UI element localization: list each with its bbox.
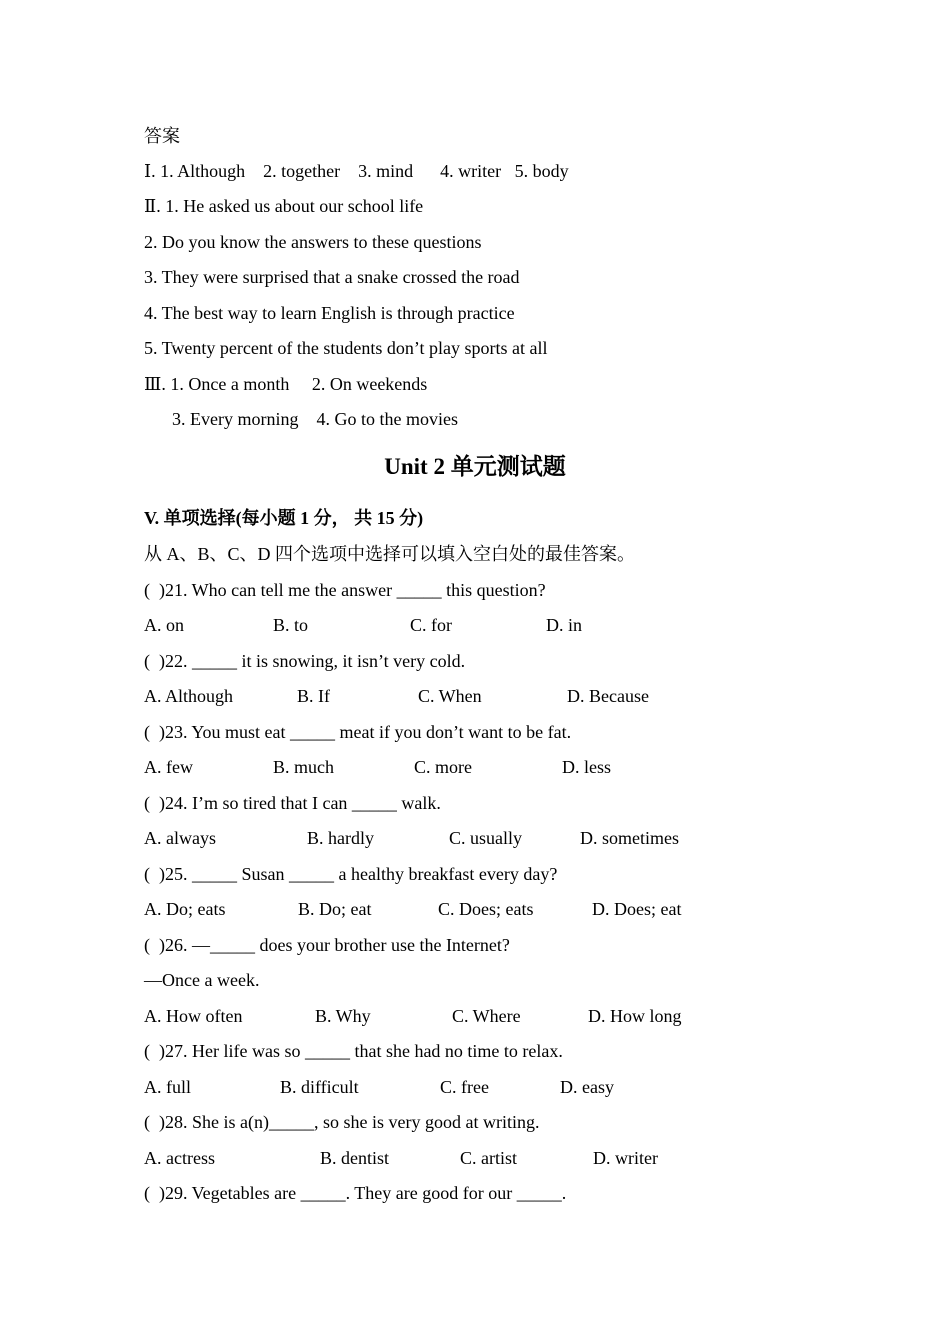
option-b: B. difficult — [280, 1077, 359, 1097]
option-b: B. hardly — [307, 828, 374, 848]
answers-heading: 答案 — [144, 126, 180, 146]
option-a: A. few — [144, 757, 193, 777]
option-a: A. actress — [144, 1148, 215, 1168]
option-c: C. Where — [452, 1006, 521, 1026]
answers-part2-line: 3. They were surprised that a snake crossed the road — [144, 267, 520, 287]
section-instruction: 从 A、B、C、D 四个选项中选择可以填入空白处的最佳答案。 — [144, 544, 636, 564]
question-stem: ( )23. You must eat _____ meat if you don’t want to be fat. — [144, 722, 572, 742]
question-stem: ( )29. Vegetables are _____. They are good for our _____. — [144, 1183, 567, 1203]
option-a: A. on — [144, 615, 184, 635]
question-stem: ( )24. I’m so tired that I can _____ walk. — [144, 793, 441, 813]
option-c: C. more — [414, 757, 472, 777]
option-b: B. Why — [315, 1006, 371, 1026]
option-a: A. Do; eats — [144, 899, 226, 919]
option-c: C. Does; eats — [438, 899, 534, 919]
option-b: B. to — [273, 615, 309, 635]
option-b: B. much — [273, 757, 334, 777]
option-a: A. full — [144, 1077, 191, 1097]
option-d: D. in — [546, 615, 582, 635]
option-c: C. for — [410, 615, 452, 635]
option-d: D. sometimes — [580, 828, 679, 848]
option-c: C. When — [418, 686, 482, 706]
answers-part2-line: 5. Twenty percent of the students don’t play sports at all — [144, 338, 548, 358]
option-d: D. writer — [593, 1148, 658, 1168]
option-c: C. usually — [449, 828, 523, 848]
option-c: C. artist — [460, 1148, 517, 1168]
option-a: A. How often — [144, 1006, 243, 1026]
question-stem: ( )27. Her life was so _____ that she had no time to relax. — [144, 1041, 563, 1061]
answers-part3-line: Ⅲ. 1. Once a month 2. On weekends — [144, 374, 428, 394]
answers-part2-line: 2. Do you know the answers to these questions — [144, 232, 482, 252]
option-c: C. free — [440, 1077, 489, 1097]
option-b: B. dentist — [320, 1148, 390, 1168]
question-stem: ( )21. Who can tell me the answer _____ this question? — [144, 580, 546, 600]
question-stem-response: —Once a week. — [144, 970, 260, 990]
option-a: A. always — [144, 828, 216, 848]
question-stem: ( )22. _____ it is snowing, it isn’t very cold. — [144, 651, 466, 671]
option-b: B. Do; eat — [298, 899, 372, 919]
option-d: D. How long — [588, 1006, 682, 1026]
answers-part2-line: 4. The best way to learn English is through practice — [144, 303, 515, 323]
answers-part1: Ⅰ. 1. Although 2. together 3. mind 4. writer 5. body — [144, 161, 569, 181]
section-heading: V. 单项选择(每小题 1 分， 共 15 分) — [144, 508, 424, 528]
question-stem: ( )25. _____ Susan _____ a healthy breakfast every day? — [144, 864, 558, 884]
answers-part2-line: Ⅱ. 1. He asked us about our school life — [144, 196, 424, 216]
option-b: B. If — [297, 686, 330, 706]
option-d: D. less — [562, 757, 611, 777]
question-stem: ( )26. —_____ does your brother use the Internet? — [144, 935, 510, 955]
unit-title: Unit 2 单元测试题 — [384, 454, 566, 479]
option-d: D. easy — [560, 1077, 614, 1097]
question-stem: ( )28. She is a(n)_____, so she is very good at writing. — [144, 1112, 540, 1132]
option-d: D. Because — [567, 686, 649, 706]
option-a: A. Although — [144, 686, 234, 706]
option-d: D. Does; eat — [592, 899, 682, 919]
answers-part3-line: 3. Every morning 4. Go to the movies — [172, 409, 458, 429]
